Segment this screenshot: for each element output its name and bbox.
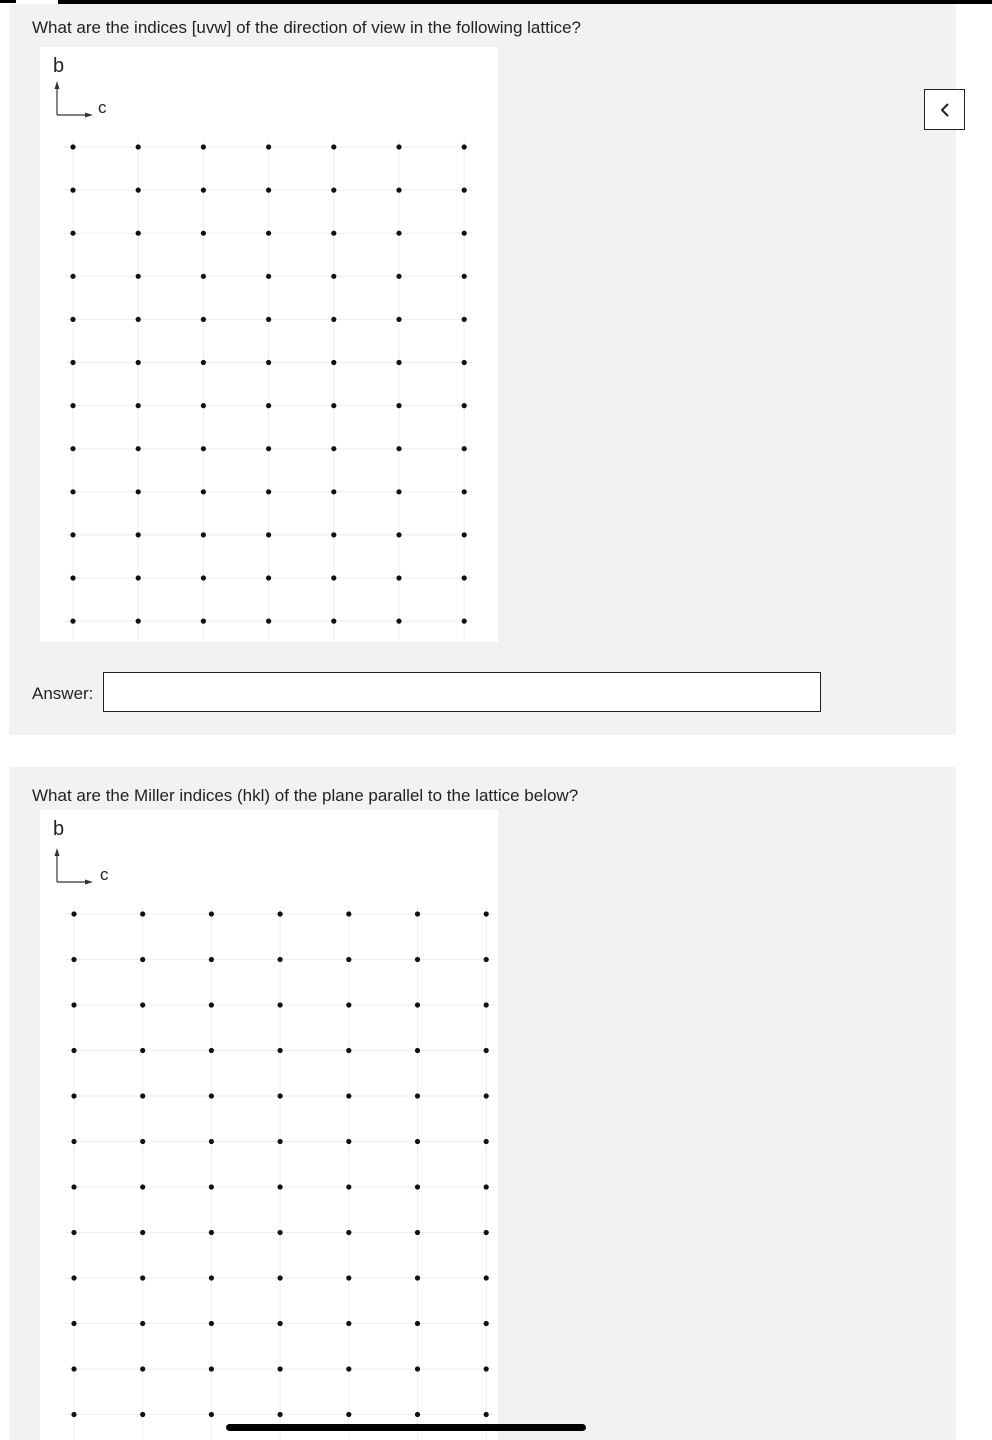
lattice-point (209, 1412, 214, 1417)
lattice-point (71, 1366, 76, 1371)
lattice-point (462, 446, 467, 451)
lattice-point (71, 1275, 76, 1280)
lattice-point (201, 144, 206, 149)
lattice-point (201, 403, 206, 408)
lattice-point (266, 317, 271, 322)
lattice-point (396, 403, 401, 408)
lattice-point (266, 489, 271, 494)
lattice-point (70, 619, 75, 624)
lattice-point (71, 957, 76, 962)
lattice-point (396, 231, 401, 236)
lattice-point (396, 274, 401, 279)
lattice-point (209, 1139, 214, 1144)
top-edge-bar-left (0, 0, 16, 3)
lattice-point (462, 231, 467, 236)
lattice-point (278, 1048, 283, 1053)
lattice-point (70, 489, 75, 494)
lattice-point (140, 1093, 145, 1098)
lattice-figure (40, 47, 498, 642)
lattice-point (484, 1275, 489, 1280)
lattice-point (266, 360, 271, 365)
lattice-point (209, 1230, 214, 1235)
lattice-point (140, 1139, 145, 1144)
lattice-point (278, 1321, 283, 1326)
lattice-point (201, 489, 206, 494)
lattice-point (462, 188, 467, 193)
lattice-point (346, 1139, 351, 1144)
lattice-point (346, 1184, 351, 1189)
lattice-point (484, 911, 489, 916)
lattice-point (278, 1366, 283, 1371)
lattice-point (70, 360, 75, 365)
lattice-point (278, 911, 283, 916)
lattice-point (346, 911, 351, 916)
answer-label: Answer: (32, 684, 94, 703)
lattice-point (346, 1048, 351, 1053)
lattice-point (136, 274, 141, 279)
lattice-point (415, 1139, 420, 1144)
lattice-point (396, 575, 401, 580)
lattice-point (278, 1139, 283, 1144)
lattice-point (462, 403, 467, 408)
lattice-point (201, 274, 206, 279)
lattice-point (462, 532, 467, 537)
lattice-point (136, 188, 141, 193)
lattice-points (40, 810, 498, 1440)
lattice-point (209, 1366, 214, 1371)
lattice-point (201, 446, 206, 451)
lattice-point (396, 446, 401, 451)
lattice-point (346, 1321, 351, 1326)
lattice-point (331, 575, 336, 580)
lattice-point (136, 403, 141, 408)
lattice-point (70, 575, 75, 580)
axis-label-b: b (53, 818, 65, 840)
lattice-point (415, 911, 420, 916)
answer-input[interactable] (103, 672, 821, 712)
lattice-point (331, 317, 336, 322)
lattice-point (484, 1002, 489, 1007)
lattice-point (209, 911, 214, 916)
lattice-point (136, 489, 141, 494)
lattice-point (71, 1412, 76, 1417)
home-indicator[interactable] (226, 1424, 586, 1431)
lattice-point (278, 1002, 283, 1007)
lattice-point (331, 489, 336, 494)
collapse-button[interactable] (924, 89, 965, 130)
lattice-point (70, 403, 75, 408)
lattice-point (140, 1412, 145, 1417)
lattice-point (209, 957, 214, 962)
lattice-point (266, 532, 271, 537)
lattice-point (71, 1093, 76, 1098)
lattice-point (71, 1002, 76, 1007)
lattice-point (346, 957, 351, 962)
lattice-point (70, 317, 75, 322)
lattice-point (415, 1002, 420, 1007)
lattice-point (331, 446, 336, 451)
lattice-point (136, 532, 141, 537)
lattice-point (415, 1093, 420, 1098)
question-card-1 (9, 4, 956, 735)
lattice-point (278, 957, 283, 962)
lattice-point (201, 360, 206, 365)
lattice-point (462, 144, 467, 149)
lattice-point (70, 446, 75, 451)
lattice-point (71, 1048, 76, 1053)
lattice-point (331, 188, 336, 193)
lattice-point (140, 1002, 145, 1007)
lattice-point (266, 446, 271, 451)
lattice-point (331, 144, 336, 149)
lattice-point (266, 144, 271, 149)
lattice-point (278, 1275, 283, 1280)
lattice-point (201, 231, 206, 236)
lattice-point (396, 532, 401, 537)
lattice-point (209, 1048, 214, 1053)
lattice-point (266, 231, 271, 236)
lattice-point (415, 1230, 420, 1235)
lattice-point (278, 1184, 283, 1189)
lattice-point (140, 1366, 145, 1371)
lattice-point (136, 446, 141, 451)
lattice-point (462, 619, 467, 624)
lattice-point (266, 274, 271, 279)
lattice-point (484, 1321, 489, 1326)
question-card-2 (9, 767, 956, 1440)
lattice-point (140, 1048, 145, 1053)
lattice-figure (40, 810, 498, 1440)
lattice-point (136, 360, 141, 365)
lattice-point (396, 188, 401, 193)
lattice-point (484, 1366, 489, 1371)
lattice-point (209, 1093, 214, 1098)
lattice-point (346, 1275, 351, 1280)
lattice-point (140, 1321, 145, 1326)
lattice-point (331, 619, 336, 624)
lattice-point (415, 1275, 420, 1280)
lattice-point (71, 1139, 76, 1144)
lattice-point (140, 1184, 145, 1189)
lattice-point (346, 1230, 351, 1235)
lattice-point (484, 1412, 489, 1417)
chevron-left-icon (937, 102, 953, 118)
lattice-point (346, 1002, 351, 1007)
lattice-point (209, 1184, 214, 1189)
lattice-point (70, 144, 75, 149)
lattice-point (209, 1321, 214, 1326)
lattice-point (266, 619, 271, 624)
lattice-point (136, 317, 141, 322)
lattice-point (140, 1275, 145, 1280)
lattice-point (266, 188, 271, 193)
lattice-point (71, 911, 76, 916)
lattice-point (201, 575, 206, 580)
lattice-point (415, 1184, 420, 1189)
lattice-point (484, 1048, 489, 1053)
lattice-point (266, 575, 271, 580)
lattice-point (278, 1093, 283, 1098)
lattice-point (136, 619, 141, 624)
lattice-point (346, 1366, 351, 1371)
lattice-point (209, 1002, 214, 1007)
lattice-point (140, 1230, 145, 1235)
lattice-point (346, 1412, 351, 1417)
lattice-point (462, 575, 467, 580)
lattice-point (136, 231, 141, 236)
lattice-point (396, 317, 401, 322)
axis-label-c: c (98, 98, 107, 117)
lattice-point (484, 957, 489, 962)
lattice-point (278, 1412, 283, 1417)
lattice-point (70, 274, 75, 279)
lattice-point (201, 188, 206, 193)
lattice-point (136, 575, 141, 580)
axis-label-c: c (100, 865, 109, 884)
lattice-point (331, 360, 336, 365)
lattice-point (331, 231, 336, 236)
lattice-point (70, 188, 75, 193)
lattice-point (209, 1275, 214, 1280)
lattice-point (484, 1230, 489, 1235)
lattice-point (266, 403, 271, 408)
lattice-point (140, 911, 145, 916)
lattice-point (346, 1093, 351, 1098)
lattice-point (415, 1048, 420, 1053)
lattice-point (201, 619, 206, 624)
lattice-point (71, 1321, 76, 1326)
lattice-point (462, 360, 467, 365)
lattice-points (40, 47, 498, 642)
lattice-point (484, 1184, 489, 1189)
question-text: What are the indices [uvw] of the direction of view in the following lattice? (32, 18, 582, 37)
lattice-point (415, 1412, 420, 1417)
lattice-point (415, 957, 420, 962)
lattice-point (70, 532, 75, 537)
lattice-point (278, 1230, 283, 1235)
lattice-point (462, 274, 467, 279)
lattice-point (331, 274, 336, 279)
question-text: What are the Miller indices (hkl) of the plane parallel to the lattice below? (32, 786, 579, 805)
lattice-point (396, 144, 401, 149)
lattice-point (71, 1184, 76, 1189)
lattice-point (462, 317, 467, 322)
lattice-point (396, 619, 401, 624)
lattice-point (70, 231, 75, 236)
lattice-point (140, 957, 145, 962)
lattice-point (462, 489, 467, 494)
lattice-point (415, 1321, 420, 1326)
lattice-point (415, 1366, 420, 1371)
lattice-point (331, 403, 336, 408)
lattice-point (396, 360, 401, 365)
lattice-point (484, 1139, 489, 1144)
lattice-point (71, 1230, 76, 1235)
lattice-point (201, 532, 206, 537)
lattice-point (484, 1093, 489, 1098)
lattice-point (396, 489, 401, 494)
lattice-point (331, 532, 336, 537)
lattice-point (136, 144, 141, 149)
lattice-point (201, 317, 206, 322)
axis-label-b: b (53, 55, 65, 77)
